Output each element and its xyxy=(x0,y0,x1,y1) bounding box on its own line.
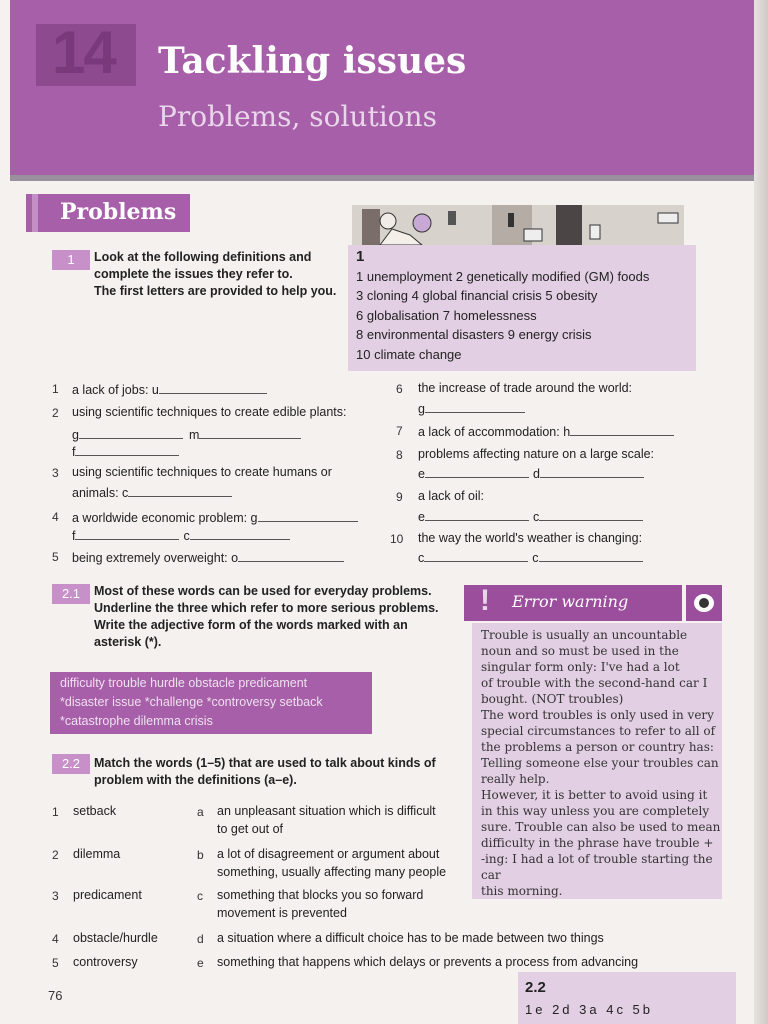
word-line: *disaster issue *challenge *controversy setback xyxy=(60,695,323,709)
match-definition-cont: something, usually affecting many people xyxy=(217,865,447,879)
answer-blank[interactable] xyxy=(159,381,267,394)
word-box xyxy=(50,672,372,734)
item-number: 8 xyxy=(396,448,403,462)
item-number: 4 xyxy=(52,510,59,524)
answer-line: 3 cloning 4 global financial crisis 5 obesity xyxy=(356,288,598,303)
exercise-1-item-3: using scientific techniques to create humans or xyxy=(72,465,332,479)
answer-blank[interactable] xyxy=(190,527,290,540)
exercise-1-item-9: a lack of oil: xyxy=(418,489,485,503)
exercise-2-1-number: 2.1 xyxy=(52,584,90,604)
exercise-1-item-2-blanks: g m xyxy=(72,426,301,442)
row-letter: e xyxy=(197,956,204,970)
answer-blank[interactable] xyxy=(425,508,529,521)
answer-blank[interactable] xyxy=(425,465,529,478)
exercise-2-2-number: 2.2 xyxy=(52,754,90,774)
item-number: 10 xyxy=(390,532,404,546)
answer-blank[interactable] xyxy=(539,508,643,521)
page-number: 76 xyxy=(48,988,63,1003)
match-word: setback xyxy=(73,804,117,818)
answer-blank[interactable] xyxy=(75,443,179,456)
item-number: 6 xyxy=(396,382,403,396)
answer-blank[interactable] xyxy=(570,423,674,436)
answer-line: 1 unemployment 2 genetically modified (GM) foods xyxy=(356,268,650,284)
exercise-2-2-instructions: Match the words (1–5) that are used to talk about kinds of problem with the definitions (a–e). xyxy=(94,756,436,787)
answer-blank[interactable] xyxy=(424,549,528,562)
word-line: *catastrophe dilemma crisis xyxy=(60,714,213,728)
item-number: 1 xyxy=(52,382,59,396)
row-number: 5 xyxy=(52,956,59,970)
match-word: controversy xyxy=(73,955,138,969)
answer-blank[interactable] xyxy=(199,426,301,439)
exercise-1-item-2-blank-f: f xyxy=(72,443,179,459)
item-number: 2 xyxy=(52,406,59,420)
eye-pupil-icon xyxy=(699,598,709,608)
row-number: 4 xyxy=(52,932,59,946)
word-line: difficulty trouble hurdle obstacle predicament xyxy=(60,676,308,690)
row-number: 2 xyxy=(52,848,59,862)
answer-blank[interactable] xyxy=(539,549,643,562)
exercise-1-item-6-blank: g xyxy=(418,400,525,416)
item-number: 5 xyxy=(52,550,59,564)
match-definition: a lot of disagreement or argument about xyxy=(217,847,440,861)
exercise-1-instructions: Look at the following definitions and complete the issues they refer to. The first letters are provided to help you. xyxy=(94,250,337,298)
exercise-1-item-7: a lack of accommodation: h xyxy=(418,423,674,439)
exercise-1-item-10-blanks: c c xyxy=(418,549,643,565)
exercise-1-item-8: problems affecting nature on a large scale: xyxy=(418,447,655,461)
answer-key-2-2-heading: 2.2 xyxy=(525,979,546,996)
match-definition: something that blocks you so forward xyxy=(217,888,424,902)
exercise-1-item-8-blanks: e d xyxy=(418,465,644,481)
match-word: obstacle/hurdle xyxy=(73,931,158,945)
illustration-strip xyxy=(352,205,684,245)
exclamation-icon: ! xyxy=(480,584,490,617)
match-word: predicament xyxy=(73,888,142,902)
exercise-1-item-2: using scientific techniques to create edible plants: xyxy=(72,405,347,419)
answer-blank[interactable] xyxy=(79,426,183,439)
error-warning-title: Error warning xyxy=(512,592,629,611)
item-number: 7 xyxy=(396,424,403,438)
answer-blank[interactable] xyxy=(128,484,232,497)
row-letter: c xyxy=(197,889,203,903)
page-edge xyxy=(754,0,768,1024)
match-definition-cont: movement is prevented xyxy=(217,906,347,920)
match-word: dilemma xyxy=(73,847,121,861)
row-number: 3 xyxy=(52,889,59,903)
row-letter: d xyxy=(197,932,204,946)
answer-blank[interactable] xyxy=(540,465,644,478)
exercise-1-item-5: being extremely overweight: o xyxy=(72,549,344,565)
section-title: Problems xyxy=(60,199,177,225)
exercise-1-item-4-blanks: f c xyxy=(72,527,290,543)
match-definition: an unpleasant situation which is difficult xyxy=(217,804,436,818)
error-warning-text: Trouble is usually an uncountable noun and so must be used in the singular form only: I've had a lot of trouble with the second-hand car I bought. (NOT troubles) The word troubles is only used in very special circumstances to refer to all of the problems a person or country has: Telling someone else your troubles can really help. However, it is better to avoid using it in this way unless you are completely sure. Trouble can also be used to mean difficulty in the phrase have trouble + -ing: I had a lot of trouble starting the car this morning. xyxy=(481,628,721,898)
answer-blank[interactable] xyxy=(75,527,179,540)
item-number: 3 xyxy=(52,466,59,480)
item-number: 9 xyxy=(396,490,403,504)
match-definition: a situation where a difficult choice has to be made between two things xyxy=(217,931,604,945)
row-letter: a xyxy=(197,805,204,819)
chapter-subtitle: Problems, solutions xyxy=(158,100,437,133)
answer-blank[interactable] xyxy=(425,400,525,413)
exercise-1-item-10: the way the world's weather is changing: xyxy=(418,531,643,545)
exercise-1-item-6: the increase of trade around the world: xyxy=(418,381,633,395)
header-divider xyxy=(10,175,754,181)
answer-key-1 xyxy=(348,245,696,371)
exercise-1-item-1: a lack of jobs: u xyxy=(72,381,267,397)
answer-line: 8 environmental disasters 9 energy crisis xyxy=(356,327,592,342)
answer-key-2-2-text: 1e 2d 3a 4c 5b xyxy=(525,1002,654,1017)
answer-blank[interactable] xyxy=(238,549,344,562)
answer-key-1-heading: 1 xyxy=(356,248,365,265)
exercise-2-1-instructions: Most of these words can be used for everyday problems. Underline the three which refer to more serious problems. Write the adjective form of the words marked with an asterisk (*). xyxy=(94,584,439,649)
row-letter: b xyxy=(197,848,204,862)
row-number: 1 xyxy=(52,805,59,819)
match-definition-cont: to get out of xyxy=(217,822,284,836)
exercise-1-number: 1 xyxy=(52,250,90,270)
answer-line: 6 globalisation 7 homelessness xyxy=(356,307,537,323)
chapter-number: 14 xyxy=(52,19,115,86)
exercise-1-item-4: a worldwide economic problem: g xyxy=(72,509,358,525)
answer-line: 10 climate change xyxy=(356,346,462,362)
match-definition: something that happens which delays or prevents a process from advancing xyxy=(217,955,639,969)
answer-blank[interactable] xyxy=(258,509,358,522)
exercise-1-item-9-blanks: e c xyxy=(418,508,643,524)
chapter-title: Tackling issues xyxy=(158,40,467,82)
exercise-1-item-3-line-2: animals: c xyxy=(72,484,232,500)
